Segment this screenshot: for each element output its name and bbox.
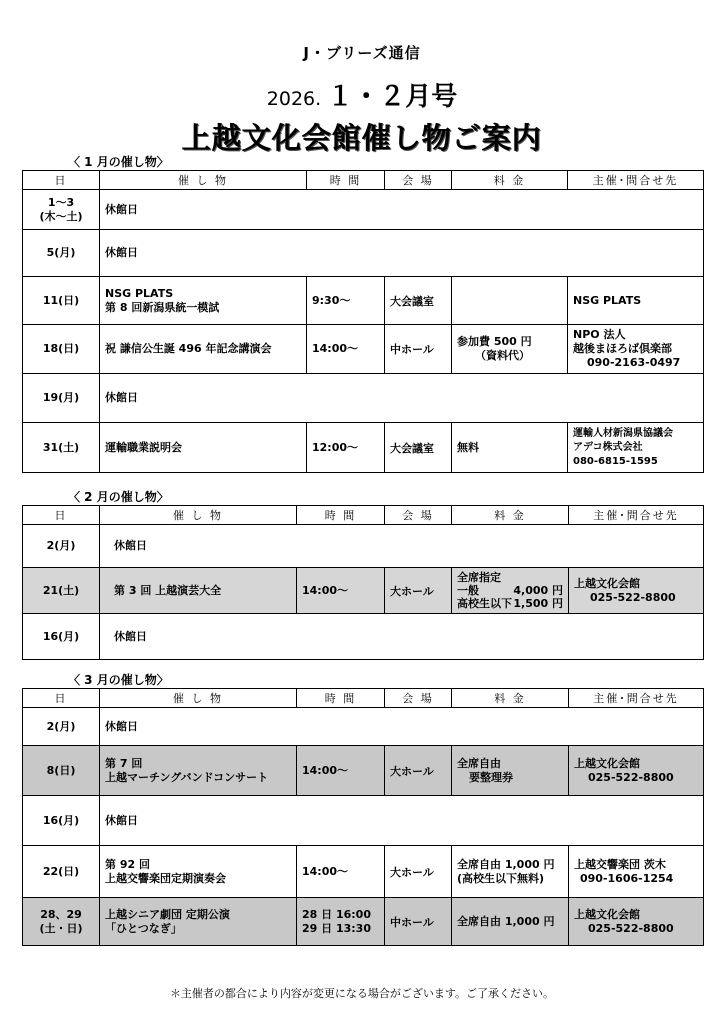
event-contact: 上越文化会館 025-522-8800 [569, 746, 704, 796]
event-time: 14:00～ [297, 846, 385, 898]
newsletter-series: J・ブリーズ通信 [303, 44, 421, 62]
event-time: 14:00～ [297, 746, 385, 796]
col-venue: 会 場 [385, 689, 452, 708]
table-header-row [23, 171, 704, 190]
event-venue: 大会議室 [385, 277, 452, 325]
event-venue: 大会議室 [385, 423, 452, 473]
march-caption: 〈 3 月の催し物〉 [68, 673, 169, 687]
event-name: 休館日 [100, 374, 704, 423]
event-venue: 大ホール [385, 846, 452, 898]
event-day: 1～3 (木～土) [23, 190, 100, 230]
event-name: 休館日 [100, 796, 704, 846]
col-time: 時 間 [307, 171, 385, 190]
event-venue: 中ホール [385, 898, 452, 946]
event-venue: 中ホール [385, 325, 452, 374]
event-time: 9:30～ [307, 277, 385, 325]
table-row [23, 746, 704, 796]
event-time: 14:00～ [297, 568, 385, 614]
event-name: 第 92 回 上越交響楽団定期演奏会 [100, 846, 297, 898]
col-contact: 主催･問合せ先 [568, 171, 704, 190]
issue-year: 2026. [266, 88, 322, 110]
january-caption: 〈 1 月の催し物〉 [68, 155, 169, 169]
col-event: 催 し 物 [100, 506, 297, 525]
event-venue: 大ホール [385, 568, 452, 614]
event-fee: 全席指定 一般 4,000 円 高校生以下 1,500 円 [452, 568, 569, 614]
event-day: 22(日) [23, 846, 100, 898]
table-row [23, 898, 704, 946]
issue-months: １・２月号 [327, 82, 458, 112]
event-name: 休館日 [100, 190, 704, 230]
col-time: 時 間 [297, 689, 385, 708]
event-time: 12:00～ [307, 423, 385, 473]
col-fee: 料 金 [452, 171, 568, 190]
col-event: 催 し 物 [100, 171, 307, 190]
event-day: 8(日) [23, 746, 100, 796]
event-name: 第 7 回 上越マーチングバンドコンサート [100, 746, 297, 796]
event-contact: NSG PLATS [568, 277, 704, 325]
event-name: 休館日 [100, 525, 704, 568]
col-day: 日 [23, 506, 100, 525]
event-time: 14:00～ [307, 325, 385, 374]
event-day: 2(月) [23, 525, 100, 568]
table-row [23, 277, 704, 325]
event-contact: 上越文化会館 025-522-8800 [569, 898, 704, 946]
table-row [23, 230, 704, 277]
event-name: 上越シニア劇団 定期公演 「ひとつなぎ」 [100, 898, 297, 946]
february-caption: 〈 2 月の催し物〉 [68, 490, 169, 504]
event-name: 休館日 [100, 230, 704, 277]
table-header-row [23, 689, 704, 708]
table-row [23, 423, 704, 473]
event-day: 16(月) [23, 796, 100, 846]
event-name: NSG PLATS 第 8 回新潟県統一模試 [100, 277, 307, 325]
table-row [23, 325, 704, 374]
table-row [23, 846, 704, 898]
january-table [22, 170, 704, 473]
event-fee: 無料 [452, 423, 568, 473]
event-day: 21(土) [23, 568, 100, 614]
event-day: 19(月) [23, 374, 100, 423]
event-name: 第 3 回 上越演芸大全 [100, 568, 297, 614]
event-contact: 上越文化会館 025-522-8800 [569, 568, 704, 614]
table-row [23, 708, 704, 746]
issue-label [0, 76, 724, 113]
col-venue: 会 場 [385, 506, 452, 525]
march-table [22, 688, 704, 946]
event-day: 2(月) [23, 708, 100, 746]
col-contact: 主催･問合せ先 [569, 689, 704, 708]
event-name: 休館日 [100, 614, 704, 660]
event-time: 28 日 16:00 29 日 13:30 [297, 898, 385, 946]
event-contact: 運輸人材新潟県協議会 アデコ株式会社 080-6815-1595 [568, 423, 704, 473]
event-fee [452, 277, 568, 325]
event-contact: NPO 法人 越後まほろば倶楽部 090-2163-0497 [568, 325, 704, 374]
event-venue: 大ホール [385, 746, 452, 796]
event-day: 31(土) [23, 423, 100, 473]
col-day: 日 [23, 171, 100, 190]
table-header-row [23, 506, 704, 525]
event-fee: 全席自由 1,000 円 (高校生以下無料) [452, 846, 569, 898]
event-name: 祝 謙信公生誕 496 年記念講演会 [100, 325, 307, 374]
page-title: 上越文化会館催し物ご案内 [181, 121, 542, 155]
event-day: 5(月) [23, 230, 100, 277]
event-name: 休館日 [100, 708, 704, 746]
col-time: 時 間 [297, 506, 385, 525]
event-name: 運輸職業説明会 [100, 423, 307, 473]
table-row [23, 525, 704, 568]
event-fee: 全席自由 1,000 円 [452, 898, 569, 946]
event-day: 16(月) [23, 614, 100, 660]
table-row [23, 568, 704, 614]
event-fee: 全席自由 要整理券 [452, 746, 569, 796]
col-contact: 主催･問合せ先 [569, 506, 704, 525]
event-day: 11(日) [23, 277, 100, 325]
table-row [23, 190, 704, 230]
event-contact: 上越交響楽団 茨木 090-1606-1254 [569, 846, 704, 898]
table-row [23, 614, 704, 660]
event-fee: 参加費 500 円 （資料代） [452, 325, 568, 374]
table-row [23, 796, 704, 846]
event-day: 28、29 (土・日) [23, 898, 100, 946]
col-fee: 料 金 [452, 506, 569, 525]
table-row [23, 374, 704, 423]
col-fee: 料 金 [452, 689, 569, 708]
february-table [22, 505, 704, 660]
footnote: ＊主催者の都合により内容が変更になる場合がございます。ご了承ください。 [169, 987, 555, 1000]
col-event: 催 し 物 [100, 689, 297, 708]
col-day: 日 [23, 689, 100, 708]
event-day: 18(日) [23, 325, 100, 374]
col-venue: 会 場 [385, 171, 452, 190]
